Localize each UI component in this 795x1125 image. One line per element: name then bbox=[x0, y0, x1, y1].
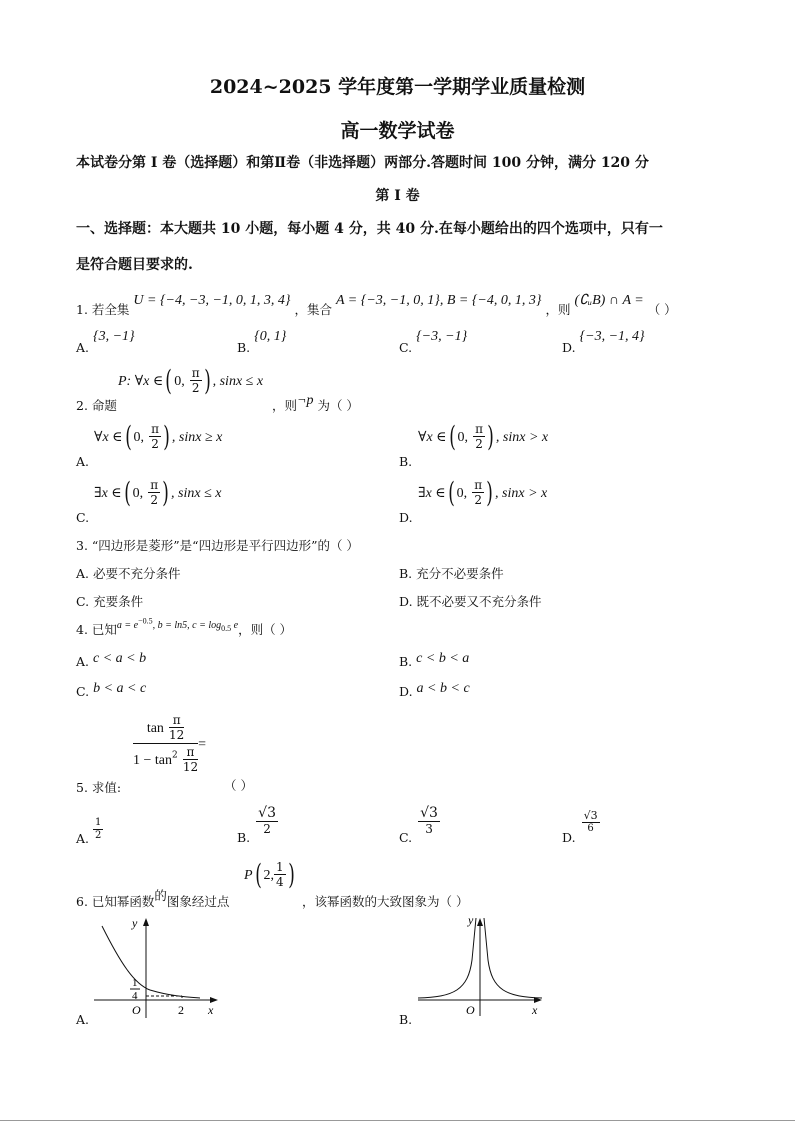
frac-denominator: 6 bbox=[587, 823, 594, 834]
frac-numerator: π bbox=[183, 746, 198, 760]
q4-option-c[interactable] bbox=[76, 680, 146, 697]
frac-denominator: 2 bbox=[263, 822, 271, 836]
x-label: x bbox=[208, 1003, 214, 1017]
q2-option-a-letter[interactable]: A. bbox=[76, 454, 90, 469]
option-letter: C. bbox=[399, 830, 413, 845]
q5-equals: = bbox=[198, 737, 207, 752]
frac-denominator: 2 bbox=[191, 381, 200, 395]
origin-label: O bbox=[132, 1003, 141, 1017]
option-letter: B. bbox=[237, 340, 251, 355]
q5-expression bbox=[133, 714, 206, 773]
option-quantifier: ∀x ∈ bbox=[94, 430, 123, 445]
q6-mid: 图象经过点 bbox=[166, 894, 230, 909]
q1-blank: （ ） bbox=[647, 302, 677, 317]
q2-zero: 0, bbox=[457, 430, 468, 445]
option-tail: , sinx > x bbox=[495, 430, 549, 445]
frac-numerator: √3 bbox=[420, 805, 438, 821]
option-letter: D. bbox=[562, 829, 576, 845]
q2-zero: 0, bbox=[132, 486, 144, 501]
frac-numerator: π bbox=[475, 422, 483, 436]
option-letter: C. bbox=[399, 340, 413, 355]
q4-b: , b = ln5, c = log bbox=[152, 620, 222, 631]
page-bottom-rule bbox=[0, 1120, 795, 1121]
option-value: b < a < c bbox=[93, 681, 147, 696]
frac-numerator: π bbox=[151, 422, 159, 436]
q3-option-a[interactable]: A. 必要不充分条件 bbox=[76, 566, 181, 581]
q5-pre: 5. 求值: bbox=[76, 780, 122, 795]
option-value: c < a < b bbox=[93, 651, 147, 666]
q2-option-c-letter[interactable]: C. bbox=[76, 510, 90, 525]
q5-option-a[interactable] bbox=[76, 817, 103, 846]
frac-denominator: 2 bbox=[95, 830, 102, 841]
q2-pre: 2. 命题 bbox=[76, 398, 117, 413]
q6-option-a[interactable]: A. bbox=[76, 1012, 90, 1027]
q6-option-b[interactable]: B. bbox=[399, 1012, 413, 1027]
question-6-stem bbox=[76, 888, 230, 910]
q5-blank: （ ） bbox=[224, 778, 253, 793]
option-letter: B. bbox=[399, 654, 413, 669]
q5-option-b[interactable] bbox=[237, 805, 278, 845]
q4-exponent: −0.5 bbox=[138, 616, 153, 626]
q5-option-d[interactable] bbox=[562, 809, 600, 845]
q2-option-c[interactable]: ∃x ∈( 0, $\frac{\pi}{2}$ ) , sinx ≤ x bbox=[94, 476, 222, 509]
frac-denominator: 2 bbox=[474, 493, 482, 507]
q4-a: a = e bbox=[116, 620, 139, 631]
frac-denominator: 12 bbox=[182, 760, 199, 774]
q1-option-b[interactable] bbox=[237, 328, 287, 355]
q2-zero: 0, bbox=[174, 374, 185, 389]
q1-option-d[interactable] bbox=[562, 328, 645, 355]
option-tail: , sinx ≥ x bbox=[171, 430, 223, 445]
q2-post bbox=[272, 393, 359, 415]
q6-point-label: P bbox=[244, 868, 253, 883]
frac-numerator: 1 bbox=[276, 860, 284, 874]
q1-expression: (∁ᵤB) ∩ A = bbox=[574, 293, 644, 308]
q2-p-head: P: ∀x ∈ bbox=[118, 374, 164, 389]
exam-subtitle: 高一数学试卷 bbox=[340, 120, 455, 142]
q2-option-d[interactable]: ∃x ∈( 0, $\frac{\pi}{2}$ ) , sinx > x bbox=[418, 476, 548, 509]
option-value: {0, 1} bbox=[254, 329, 287, 344]
q3-option-c[interactable]: C. 充要条件 bbox=[76, 594, 144, 609]
exam-info: 本试卷分第 I 卷（选择题）和第Ⅱ卷（非选择题）两部分.答题时间 100 分钟，满分 120 分 bbox=[76, 155, 649, 171]
q2-option-b[interactable]: ∀x ∈( 0, $\frac{\pi}{2}$ ) , sinx > x bbox=[418, 420, 549, 453]
q5-tan: tan bbox=[146, 721, 164, 736]
curve bbox=[102, 926, 200, 998]
y-label: y bbox=[468, 913, 474, 927]
option-value: c < b < a bbox=[416, 651, 470, 666]
q4-c: e bbox=[231, 620, 239, 631]
option-letter: D. bbox=[399, 684, 413, 699]
curve-left bbox=[418, 918, 476, 998]
q1-post: ，则 bbox=[545, 302, 571, 317]
q6-point: P( 2, $\frac{1}{4}$ ) bbox=[244, 858, 295, 891]
q6-pre: 6. 已知幂函数 bbox=[76, 894, 155, 909]
x-label: x bbox=[532, 1003, 538, 1017]
option-quantifier: ∃x ∈ bbox=[94, 486, 122, 501]
option-letter: A. bbox=[76, 831, 90, 846]
q1-mid: ，集合 bbox=[294, 302, 332, 317]
frac-numerator: π bbox=[191, 366, 200, 380]
frac-numerator: 1 bbox=[95, 817, 102, 828]
q1-option-a[interactable] bbox=[76, 328, 135, 355]
option-letter: C. bbox=[76, 684, 90, 699]
option-value: {−3, −1, 4} bbox=[579, 329, 645, 344]
q5-square: 2 bbox=[172, 750, 178, 761]
q4-option-d[interactable] bbox=[399, 680, 470, 697]
q1-sets-ab: A = {−3, −1, 0, 1}, B = {−4, 0, 1, 3} bbox=[335, 293, 542, 308]
q6-graph-a[interactable] bbox=[90, 912, 230, 1022]
curve-right bbox=[484, 918, 542, 998]
option-value: a < b < c bbox=[416, 681, 470, 696]
q2-post-text-2: 为（ ） bbox=[313, 398, 359, 413]
option-quantifier: ∀x ∈ bbox=[418, 430, 447, 445]
q2-zero: 0, bbox=[456, 486, 468, 501]
frac-denominator: 12 bbox=[169, 728, 185, 742]
q2-negation: ¬p bbox=[297, 393, 314, 408]
option-tail: , sinx > x bbox=[495, 486, 548, 501]
y-axis-arrow bbox=[143, 918, 149, 926]
frac-numerator: π bbox=[150, 478, 159, 492]
section-label: 第 I 卷 bbox=[375, 188, 420, 204]
q2-p-tail: , sinx ≤ x bbox=[212, 374, 264, 389]
q4-option-b[interactable] bbox=[399, 650, 469, 667]
q2-zero: 0, bbox=[133, 430, 144, 445]
option-letter: A. bbox=[76, 654, 90, 669]
instructions-line-1: 一、选择题：本大题共 10 小题，每小题 4 分，共 40 分.在每小题给出的四个选项中，只有一 bbox=[76, 221, 663, 237]
q6-post: ，该幂函数的大致图象为（ ） bbox=[302, 894, 469, 909]
frac-denominator: 2 bbox=[150, 493, 158, 507]
option-letter: D. bbox=[562, 340, 576, 355]
q6-de: 的 bbox=[154, 888, 167, 903]
frac-denominator: 4 bbox=[276, 875, 284, 889]
option-value: {3, −1} bbox=[93, 329, 135, 344]
q6-graph-b[interactable] bbox=[414, 910, 554, 1020]
option-value: {−3, −1} bbox=[416, 329, 468, 344]
y-axis-arrow bbox=[477, 918, 483, 926]
frac-denominator: 3 bbox=[425, 822, 433, 836]
tick-frac-denominator: 4 bbox=[132, 990, 138, 1002]
frac-numerator: √3 bbox=[258, 805, 276, 821]
frac-denominator: 2 bbox=[475, 437, 483, 451]
question-4-stem bbox=[76, 616, 293, 639]
option-letter: A. bbox=[76, 340, 90, 355]
frac-numerator: √3 bbox=[583, 809, 598, 822]
instructions-line-2: 是符合题目要求的. bbox=[76, 257, 193, 273]
frac-denominator: 2 bbox=[151, 437, 159, 451]
exam-title: 2024~2025 学年度第一学期学业质量检测 bbox=[209, 76, 586, 98]
q1-universal-set: U = {−4, −3, −1, 0, 1, 3, 4} bbox=[133, 293, 291, 308]
q2-proposition: P: ∀x ∈( 0, $\frac{\pi}{2}$ ) , sinx ≤ x bbox=[118, 364, 264, 397]
q4-log-base: 0.5 bbox=[221, 624, 232, 633]
q4-post: ，则（ ） bbox=[238, 622, 293, 637]
frac-numerator: π bbox=[474, 478, 483, 492]
tick-frac-numerator: 1 bbox=[132, 977, 138, 989]
y-label: y bbox=[132, 916, 138, 930]
q1-option-c[interactable] bbox=[399, 328, 468, 355]
q4-pre: 4. 已知 bbox=[76, 622, 117, 637]
option-quantifier: ∃x ∈ bbox=[418, 486, 446, 501]
q2-option-b-letter[interactable]: B. bbox=[399, 454, 413, 469]
question-3-stem: 3. “四边形是菱形”是“四边形是平行四边形”的（ ） bbox=[76, 538, 359, 553]
q4-option-a[interactable] bbox=[76, 650, 146, 667]
q2-post-text: ，则 bbox=[272, 398, 298, 413]
q3-option-b[interactable]: B. 充分不必要条件 bbox=[399, 566, 504, 581]
q2-option-a[interactable]: ∀x ∈( 0, $\frac{\pi}{2}$ ) , sinx ≥ x bbox=[94, 420, 223, 453]
q2-option-d-letter[interactable]: D. bbox=[399, 510, 413, 525]
tick-2: 2 bbox=[178, 1003, 184, 1017]
q6-point-x: 2, bbox=[263, 868, 274, 883]
q1-pre: 1. 若全集 bbox=[76, 302, 130, 317]
q3-option-d[interactable]: D. 既不必要又不充分条件 bbox=[399, 594, 542, 609]
option-tail: , sinx ≤ x bbox=[171, 486, 222, 501]
option-letter: B. bbox=[237, 830, 251, 845]
q5-den-pre: 1 − tan bbox=[133, 753, 172, 768]
q5-option-c[interactable] bbox=[399, 805, 440, 845]
question-1-stem bbox=[76, 290, 677, 317]
origin-label: O bbox=[466, 1003, 475, 1017]
frac-numerator: π bbox=[169, 714, 184, 728]
